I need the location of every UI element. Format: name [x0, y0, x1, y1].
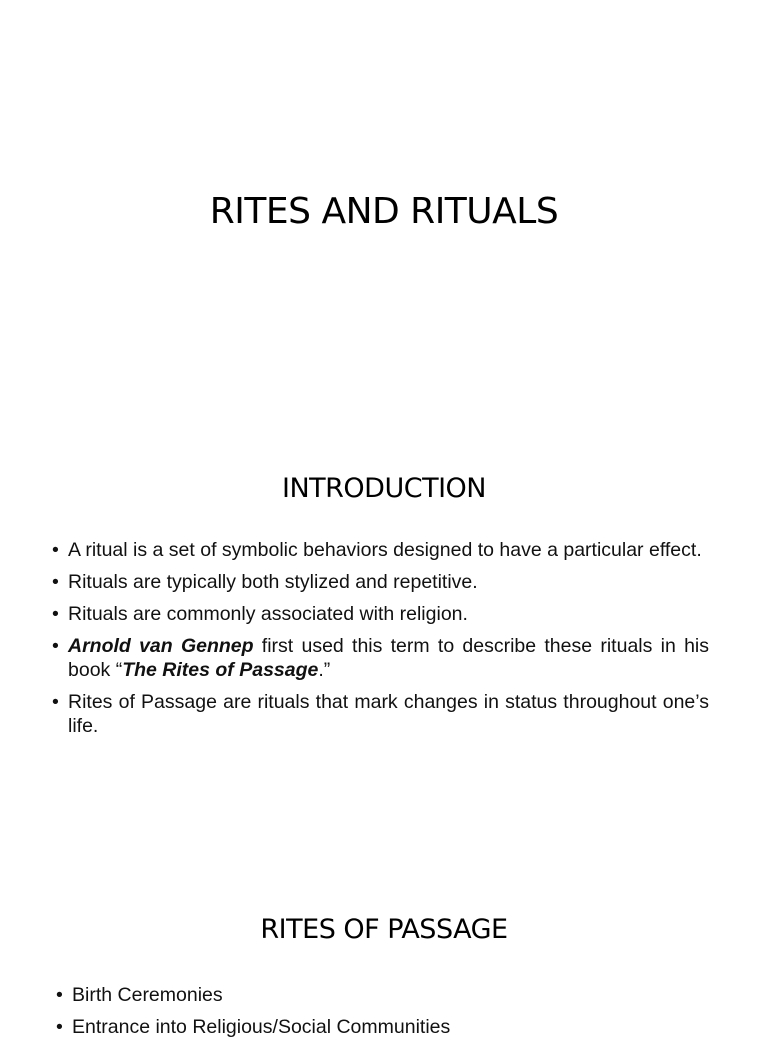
list-item-text: A ritual is a set of symbolic behaviors designed to have a particular effect. — [68, 539, 702, 561]
list-item-text: Entrance into Religious/Social Communities — [72, 1016, 451, 1038]
bullet-icon: • — [56, 984, 63, 1006]
list-item-text: Rituals are commonly associated with religion. — [68, 603, 468, 625]
author-name: Arnold van Gennep — [68, 635, 254, 657]
bullet-icon: • — [52, 635, 59, 657]
list-item-text: Rites of Passage are rituals that mark changes in status throughout one’s life. — [68, 691, 709, 737]
list-item-text: .” — [318, 659, 331, 681]
list-item — [56, 983, 706, 1007]
list-item — [52, 602, 709, 626]
book-title: The Rites of Passage — [122, 659, 319, 681]
bullet-icon: • — [52, 691, 59, 713]
list-item-text: Rituals are typically both stylized and repetitive. — [68, 571, 478, 593]
list-item — [56, 1015, 706, 1039]
page-title: RITES AND RITUALS — [209, 191, 559, 232]
list-item — [52, 690, 709, 738]
introduction-heading: INTRODUCTION — [282, 473, 486, 504]
bullet-icon: • — [52, 571, 59, 593]
rites-of-passage-list — [56, 983, 706, 1047]
introduction-list — [52, 538, 709, 746]
list-item-text: first used this term to describe these rituals in his book “ — [68, 635, 709, 681]
bullet-icon: • — [56, 1016, 63, 1038]
list-item — [52, 570, 709, 594]
list-item — [52, 634, 709, 682]
bullet-icon: • — [52, 603, 59, 625]
list-item-text: Birth Ceremonies — [72, 984, 223, 1006]
bullet-icon: • — [52, 539, 59, 561]
rites-of-passage-heading: RITES OF PASSAGE — [260, 914, 508, 945]
list-item — [52, 538, 709, 562]
